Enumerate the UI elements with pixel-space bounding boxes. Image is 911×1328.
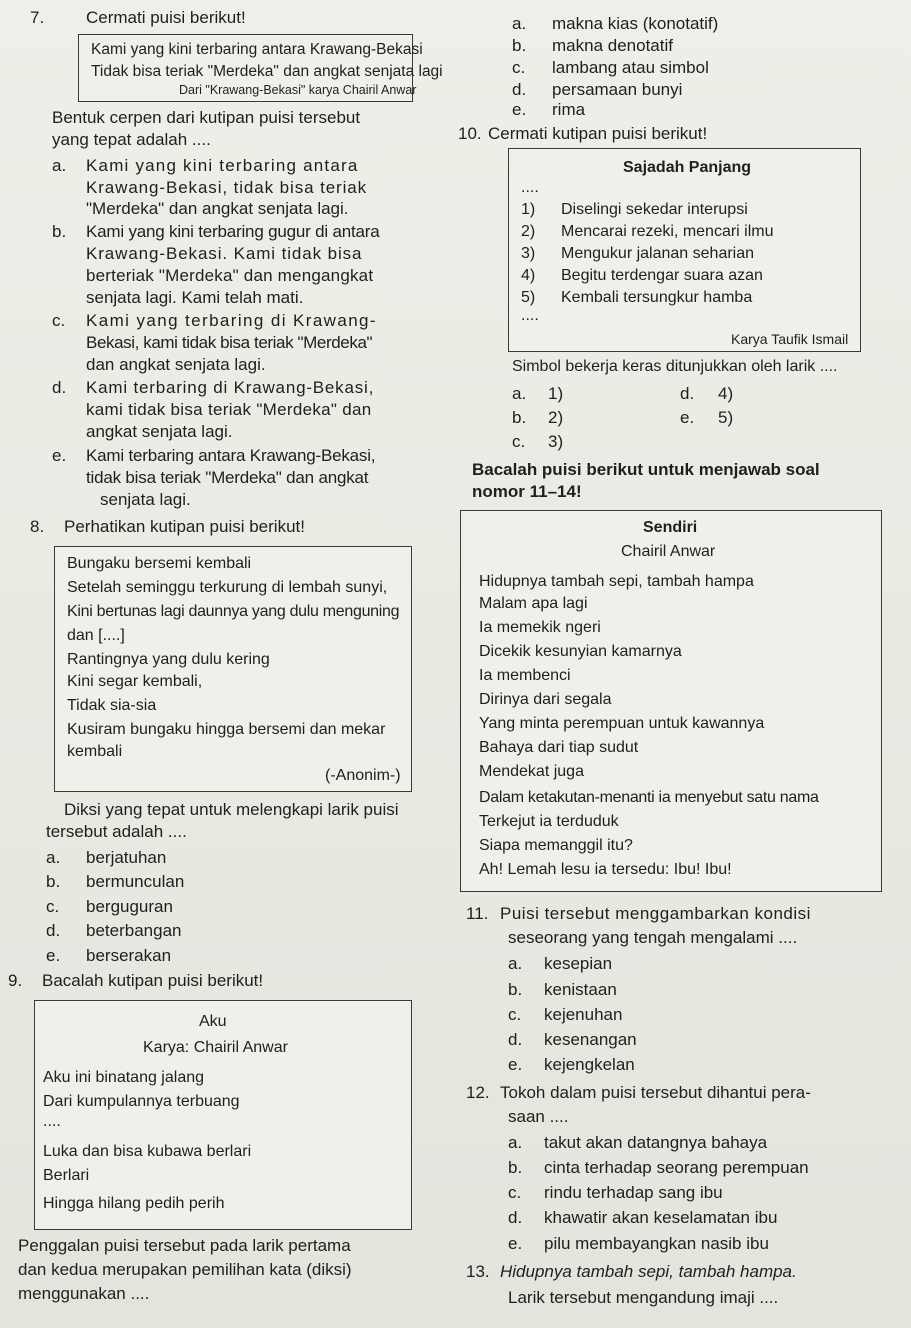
q10-line-1-text: Diselingi sekedar interupsi: [561, 201, 748, 218]
q7-poem-line-2: Tidak bisa teriak "Merdeka" dan angkat senjata lagi: [91, 63, 443, 80]
q12-option-a-text: takut akan datangnya bahaya: [544, 1133, 768, 1152]
sendiri-line-10: Dalam ketakutan-menanti ia menyebut satu nama: [479, 789, 819, 806]
q7-number: 7.: [30, 8, 45, 27]
q13-question: Larik tersebut mengandung imaji ....: [508, 1288, 779, 1307]
q7-option-b-line-4: senjata lagi. Kami telah mati.: [86, 288, 304, 307]
q8-prompt: Perhatikan kutipan puisi berikut!: [64, 517, 305, 536]
q11-option-d-letter[interactable]: d.: [508, 1030, 523, 1049]
q9-option-a-letter[interactable]: a.: [512, 14, 527, 33]
q9-number: 9.: [8, 971, 23, 990]
q9-option-d-text: persamaan bunyi: [552, 80, 683, 99]
q8-poem-line-4: dan [....]: [67, 627, 125, 644]
q7-option-b-line-3: berteriak "Merdeka" dan mengangkat: [86, 266, 374, 285]
q9-poem-line-6: Hingga hilang pedih perih: [43, 1195, 225, 1212]
q7-option-c-line-3: dan angkat senjata lagi.: [86, 355, 266, 374]
q8-poem-box: [54, 546, 412, 792]
q7-option-a-line-3: "Merdeka" dan angkat senjata lagi.: [86, 199, 349, 218]
q10-option-c-letter[interactable]: c.: [512, 432, 526, 451]
q7-poem-box: [78, 34, 443, 102]
q9-option-b-text: makna denotatif: [552, 36, 673, 55]
q10-option-d-text: 4): [718, 384, 734, 403]
q10-line-5-num: 5): [521, 289, 536, 306]
q9-poem-line-5: Berlari: [43, 1167, 90, 1184]
q10-poem-box: [508, 148, 861, 352]
q9-question-line-2: dan kedua merupakan pemilihan kata (diksi): [18, 1260, 352, 1279]
q7-option-e-line-2: tidak bisa teriak "Merdeka" dan angkat: [86, 468, 369, 487]
q9-poem-line-2: Dari kumpulannya terbuang: [43, 1093, 240, 1110]
sendiri-line-5: Ia membenci: [479, 667, 571, 684]
q8-question-line-1: Diksi yang tepat untuk melengkapi larik puisi: [64, 800, 399, 819]
q11-question-line-1: Puisi tersebut menggambarkan kondisi: [500, 904, 811, 923]
q10-line-1-num: 1): [521, 201, 536, 218]
q10-ellipsis-top: ....: [521, 179, 539, 196]
q10-option-b-letter[interactable]: b.: [512, 408, 527, 427]
q7-option-d-line-1: Kami terbaring di Krawang-Bekasi,: [86, 378, 375, 397]
q10-line-2-num: 2): [521, 223, 536, 240]
q7-option-a-line-1: Kami yang kini terbaring antara: [86, 156, 359, 175]
q7-option-a-letter[interactable]: a.: [52, 156, 67, 175]
q8-poem-line-6: Kini segar kembali,: [67, 673, 203, 690]
q9-option-e-letter[interactable]: e.: [512, 100, 527, 119]
q10-poem-author: Karya Taufik Ismail: [731, 331, 849, 347]
q9-poem-line-3: ....: [43, 1113, 61, 1130]
q10-number: 10.: [458, 124, 482, 143]
sendiri-line-12: Siapa memanggil itu?: [479, 837, 633, 854]
q11-option-e-text: kejengkelan: [544, 1055, 635, 1074]
q11-option-e-letter[interactable]: e.: [508, 1055, 523, 1074]
q9-poem-line-4: Luka dan bisa kubawa berlari: [43, 1143, 252, 1160]
q8-poem-line-5: Rantingnya yang dulu kering: [67, 651, 270, 668]
sendiri-line-2: Malam apa lagi: [479, 595, 588, 612]
q7-question-line-1: Bentuk cerpen dari kutipan puisi tersebut: [52, 108, 361, 127]
q7-option-b-line-2: Krawang-Bekasi. Kami tidak bisa: [86, 244, 363, 263]
q12-option-e-text: pilu membayangkan nasib ibu: [544, 1234, 769, 1253]
q10-option-d-letter[interactable]: d.: [680, 384, 695, 403]
q13-quote: Hidupnya tambah sepi, tambah hampa.: [500, 1262, 797, 1281]
q7-option-c-line-2: Bekasi, kami tidak bisa teriak "Merdeka": [86, 333, 373, 352]
q7-option-c-line-1: Kami yang terbaring di Krawang-: [86, 311, 377, 330]
q11-option-c-text: kejenuhan: [544, 1005, 623, 1024]
q8-poem-line-9: kembali: [67, 743, 123, 760]
q8-option-d-letter[interactable]: d.: [46, 921, 61, 940]
q9-option-a-text: makna kias (konotatif): [552, 14, 719, 33]
q8-option-c-text: berguguran: [86, 897, 173, 916]
q10-option-a-letter[interactable]: a.: [512, 384, 527, 403]
q9-question-line-3: menggunakan ....: [18, 1284, 150, 1303]
q7-option-c-letter[interactable]: c.: [52, 311, 66, 330]
sendiri-line-3: Ia memekik ngeri: [479, 619, 601, 636]
q11-option-d-text: kesenangan: [544, 1030, 637, 1049]
q8-poem-line-7: Tidak sia-sia: [67, 697, 157, 714]
q9-poem-author: Karya: Chairil Anwar: [143, 1039, 288, 1056]
q7-option-d-letter[interactable]: d.: [52, 378, 67, 397]
q10-line-3-num: 3): [521, 245, 536, 262]
sendiri-poem-box: [460, 510, 882, 892]
sendiri-line-1: Hidupnya tambah sepi, tambah hampa: [479, 573, 754, 590]
q11-option-b-text: kenistaan: [544, 980, 617, 999]
q7-option-b-letter[interactable]: b.: [52, 222, 67, 241]
q10-option-e-letter[interactable]: e.: [680, 408, 695, 427]
q10-option-b-text: 2): [548, 408, 564, 427]
q10-ellipsis-bottom: ....: [521, 307, 539, 324]
q7-option-e-line-3: senjata lagi.: [100, 490, 191, 509]
q8-option-b-text: bermunculan: [86, 872, 185, 891]
sendiri-line-13: Ah! Lemah lesu ia tersedu: Ibu! Ibu!: [479, 861, 732, 878]
q12-option-c-text: rindu terhadap sang ibu: [544, 1183, 723, 1202]
q9-option-c-text: lambang atau simbol: [552, 58, 709, 77]
q8-poem-line-3: Kini bertunas lagi daunnya yang dulu menguning: [67, 603, 400, 620]
q12-option-a-letter[interactable]: a.: [508, 1133, 523, 1152]
q8-option-e-text: berserakan: [86, 946, 172, 965]
q9-option-d-letter[interactable]: d.: [512, 80, 527, 99]
q8-option-a-letter[interactable]: a.: [46, 848, 61, 867]
sendiri-author: Chairil Anwar: [621, 543, 716, 560]
q8-option-a-text: berjatuhan: [86, 848, 167, 867]
q13-number: 13.: [466, 1262, 490, 1281]
q10-line-2-text: Mencarai rezeki, mencari ilmu: [561, 223, 774, 240]
q8-option-b-letter[interactable]: b.: [46, 872, 61, 891]
q11-number: 11.: [466, 904, 489, 923]
q7-prompt: Cermati puisi berikut!: [86, 8, 246, 27]
q8-number: 8.: [30, 517, 45, 536]
q11-option-a-letter[interactable]: a.: [508, 954, 523, 973]
q8-poem-line-2: Setelah seminggu terkurung di lembah sunyi,: [67, 579, 388, 596]
q11-option-c-letter[interactable]: c.: [508, 1005, 522, 1024]
q10-line-3-text: Mengukur jalanan seharian: [561, 245, 755, 262]
q12-question-line-1: Tokoh dalam puisi tersebut dihantui pera-: [500, 1083, 811, 1102]
q12-option-b-letter[interactable]: b.: [508, 1158, 523, 1177]
q8-option-d-text: beterbangan: [86, 921, 182, 940]
q8-poem-line-1: Bungaku bersemi kembali: [67, 555, 252, 572]
q10-line-4-text: Begitu terdengar suara azan: [561, 267, 763, 284]
q8-poem-line-8: Kusiram bungaku hingga bersemi dan mekar: [67, 721, 386, 738]
q10-line-5-text: Kembali tersungkur hamba: [561, 289, 753, 306]
q12-number: 12.: [466, 1083, 490, 1102]
q10-option-a-text: 1): [548, 384, 564, 403]
q12-option-c-letter[interactable]: c.: [508, 1183, 522, 1202]
q8-option-e-letter[interactable]: e.: [46, 946, 61, 965]
sendiri-line-8: Bahaya dari tiap sudut: [479, 739, 639, 756]
sendiri-line-6: Dirinya dari segala: [479, 691, 612, 708]
q9-poem-line-1: Aku ini binatang jalang: [43, 1069, 205, 1086]
q10-prompt: Cermati kutipan puisi berikut!: [488, 124, 708, 143]
q11-question-line-2: seseorang yang tengah mengalami ....: [508, 928, 798, 947]
q7-poem-source: Dari "Krawang-Bekasi" karya Chairil Anwar: [179, 83, 417, 97]
q8-poem-author: (-Anonim-): [325, 767, 401, 784]
q9-poem-box: [34, 1000, 412, 1230]
q7-option-a-line-2: Krawang-Bekasi, tidak bisa teriak: [86, 178, 368, 197]
q12-question-line-2: saan ....: [508, 1107, 569, 1126]
q11-option-b-letter[interactable]: b.: [508, 980, 523, 999]
sendiri-line-4: Dicekik kesunyian kamarnya: [479, 643, 682, 660]
q7-question-line-2: yang tepat adalah ....: [52, 130, 211, 149]
sendiri-line-7: Yang minta perempuan untuk kawannya: [479, 715, 765, 732]
q7-option-e-line-1: Kami terbaring antara Krawang-Bekasi,: [86, 446, 376, 465]
q7-poem-line-1: Kami yang kini terbaring antara Krawang-Bekasi: [91, 41, 423, 58]
q7-option-d-line-3: angkat senjata lagi.: [86, 422, 233, 441]
sendiri-title: Sendiri: [643, 519, 698, 536]
instruction-line-1: Bacalah puisi berikut untuk menjawab soal: [472, 460, 820, 479]
q9-question-line-1: Penggalan puisi tersebut pada larik pertama: [18, 1236, 351, 1255]
q12-option-e-letter[interactable]: e.: [508, 1234, 523, 1253]
q10-option-e-text: 5): [718, 408, 734, 427]
q10-poem-title: Sajadah Panjang: [623, 159, 752, 176]
q9-poem-title: Aku: [199, 1013, 227, 1030]
sendiri-line-11: Terkejut ia terduduk: [479, 813, 619, 830]
q10-question: Simbol bekerja keras ditunjukkan oleh larik ....: [512, 358, 838, 375]
q9-option-c-letter[interactable]: c.: [512, 58, 526, 77]
q9-prompt: Bacalah kutipan puisi berikut!: [42, 971, 264, 990]
q11-option-a-text: kesepian: [544, 954, 613, 973]
q9-option-b-letter[interactable]: b.: [512, 36, 527, 55]
q12-option-b-text: cinta terhadap seorang perempuan: [544, 1158, 809, 1177]
sendiri-line-9: Mendekat juga: [479, 763, 584, 780]
q7-option-e-letter[interactable]: e.: [52, 446, 67, 465]
q9-option-e-text: rima: [552, 100, 586, 119]
q7-option-d-line-2: kami tidak bisa teriak "Merdeka" dan: [86, 400, 372, 419]
q12-option-d-letter[interactable]: d.: [508, 1208, 523, 1227]
q10-option-c-text: 3): [548, 432, 564, 451]
q8-question-line-2: tersebut adalah ....: [46, 822, 187, 841]
instruction-line-2: nomor 11–14!: [472, 482, 582, 501]
q7-option-b-line-1: Kami yang kini terbaring gugur di antara: [86, 222, 380, 241]
q8-option-c-letter[interactable]: c.: [46, 897, 60, 916]
q10-line-4-num: 4): [521, 267, 536, 284]
q12-option-d-text: khawatir akan keselamatan ibu: [544, 1208, 778, 1227]
